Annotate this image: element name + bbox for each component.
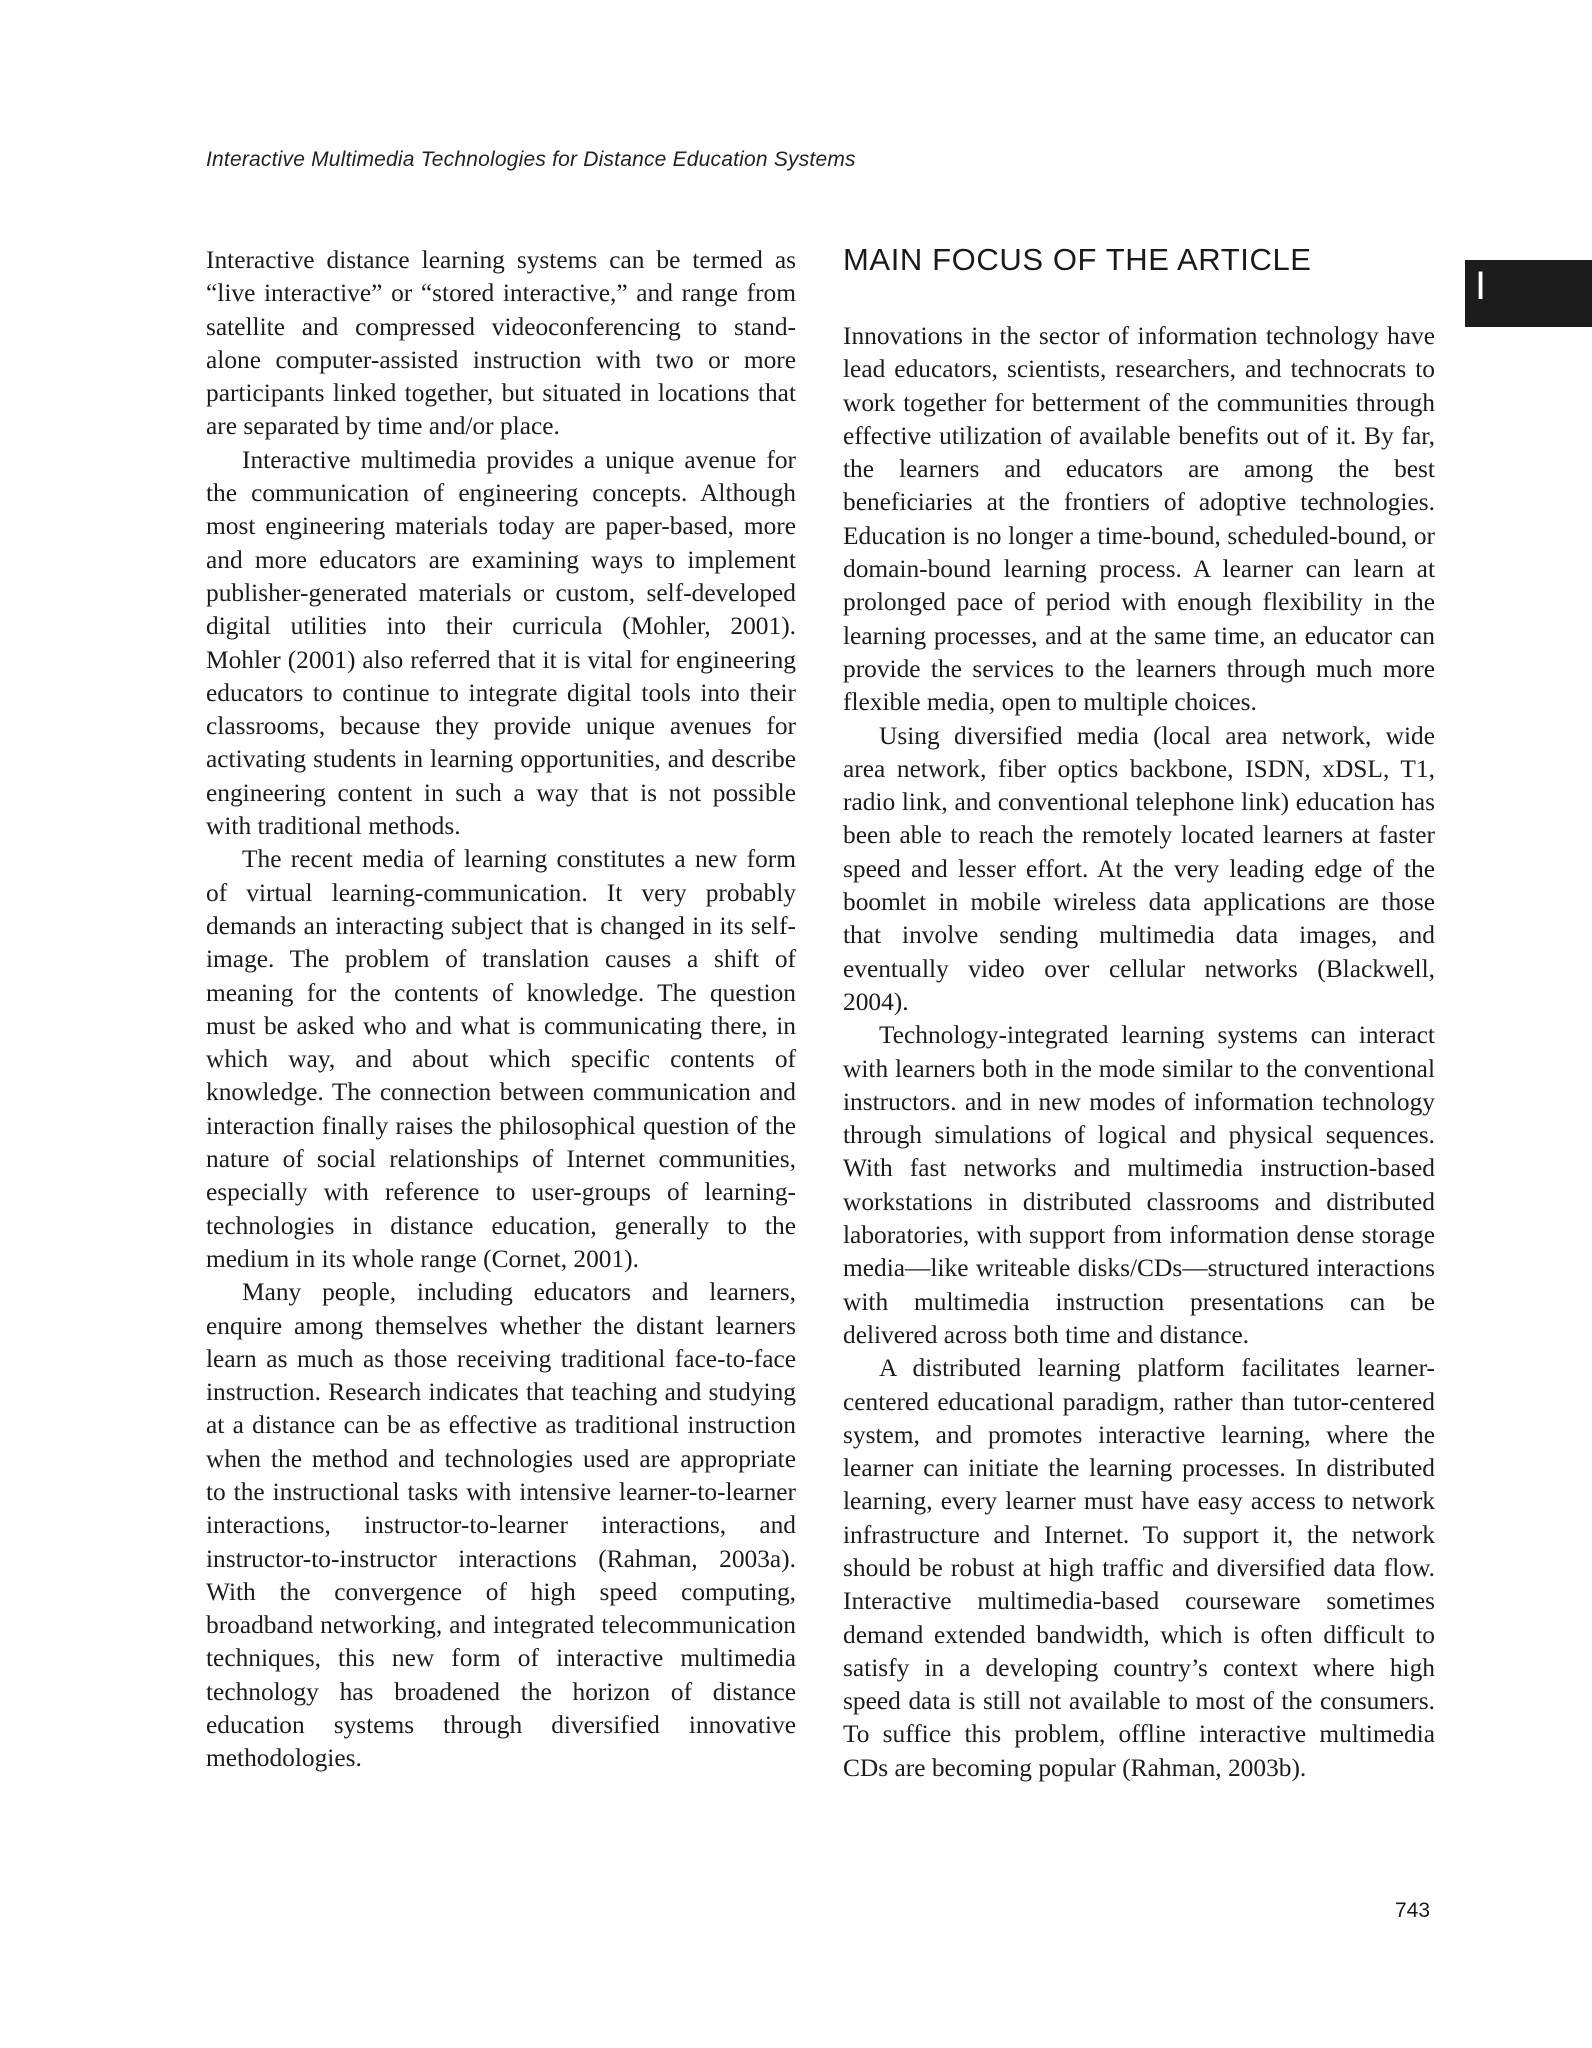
body-paragraph: Interactive distance learning systems can be termed as “live interactive” or “stored interactive,” and range from satellite and compressed videoconferencing to stand-alone computer-assisted instruction with two or more participants linked together, but situated in locations that are separated by time and/or place. (206, 246, 796, 441)
body-paragraph: Technology-integrated learning systems can interact with learners both in the mode similar to the conventional instructors. and in new modes of information technology through simulations of logical and physical sequences. With fast networks and multimedia instruction-based workstations in distributed classrooms and distributed laboratories, with support from information dense storage media—like writeable disks/CDs—structured interactions with multimedia instruction presentations can be delivered across both time and distance. (843, 1021, 1435, 1349)
body-paragraph: A distributed learning platform facilitates learner-centered educational paradigm, rather than tutor-centered system, and promotes interactive learning, where the learner can initiate the learning processes. In distributed learning, every learner must have easy access to network infrastructure and Internet. To support it, the network should be robust at high traffic and diversified data flow. Interactive multimedia-based courseware sometimes demand extended bandwidth, which is often difficult to satisfy in a developing country’s context where high speed data is still not available to most of the consumers. To suffice this problem, offline interactive multimedia CDs are becoming popular (Rahman, 2003b). (843, 1354, 1435, 1782)
body-paragraph: Using diversified media (local area network, wide area network, fiber optics backbone, ISDN, xDSL, T1, radio link, and conventional telephone link) education has been able to reach the remotely located learners at faster speed and lesser effort. At the very leading edge of the boomlet in mobile wireless data applications are those that involve sending multimedia data images, and eventually video over cellular networks (Blackwell, 2004). (843, 721, 1435, 1016)
page-number: 743 (1395, 1899, 1431, 1922)
section-tab-letter: I (1475, 264, 1487, 308)
body-paragraph: Many people, including educators and learners, enquire among themselves whether the distant learners learn as much as those receiving traditional face-to-face instruction. Research indicates that teaching and studying at a distance can be as effective as traditional instruction when the method and technologies used are appropriate to the instructional tasks with intensive learner-to-learner interactions, instructor-to-learner interactions, and instructor-to-instructor interactions (Rahman, 2003a). With the convergence of high speed computing, broadband networking, and integrated telecommunication techniques, this new form of interactive multimedia technology has broadened the horizon of distance education systems through diversified innovative methodologies. (206, 1278, 796, 1773)
running-header: Interactive Multimedia Technologies for Distance Education Systems (206, 148, 856, 171)
left-column (206, 244, 796, 1776)
section-heading: MAIN FOCUS OF THE ARTICLE (843, 242, 1312, 277)
body-paragraph: The recent media of learning constitutes a new form of virtual learning-communication. It very probably demands an interacting subject that is changed in its self-image. The problem of translation causes a shift of meaning for the contents of knowledge. The question must be asked who and what is communicating there, in which way, and about which specific contents of knowledge. The connection between communication and interaction finally raises the philosophical question of the nature of social relationships of Internet communities, especially with reference to user-groups of learning-technologies in distance education, generally to the medium in its whole range (Cornet, 2001). (206, 845, 796, 1273)
body-paragraph: Interactive multimedia provides a unique avenue for the communication of engineering concepts. Although most engineering materials today are paper-based, more and more educators are examining ways to implement publisher-generated materials or custom, self-developed digital utilities into their curricula (Mohler, 2001). Mohler (2001) also referred that it is vital for engineering educators to continue to integrate digital tools into their classrooms, because they provide unique avenues for activating students in learning opportunities, and describe engineering content in such a way that is not possible with traditional methods. (206, 445, 796, 841)
body-paragraph: Innovations in the sector of information technology have lead educators, scientists, researchers, and technocrats to work together for betterment of the communities through effective utilization of available benefits out of it. By far, the learners and educators are among the best beneficiaries at the frontiers of adoptive technologies. Education is no longer a time-bound, scheduled-bound, or domain-bound learning process. A learner can learn at prolonged pace of period with enough flexibility in the learning processes, and at the same time, an educator can provide the services to the learners through much more flexible media, open to multiple choices. (843, 322, 1435, 717)
right-column (843, 241, 1435, 1785)
section-thumb-tab (1465, 260, 1592, 327)
